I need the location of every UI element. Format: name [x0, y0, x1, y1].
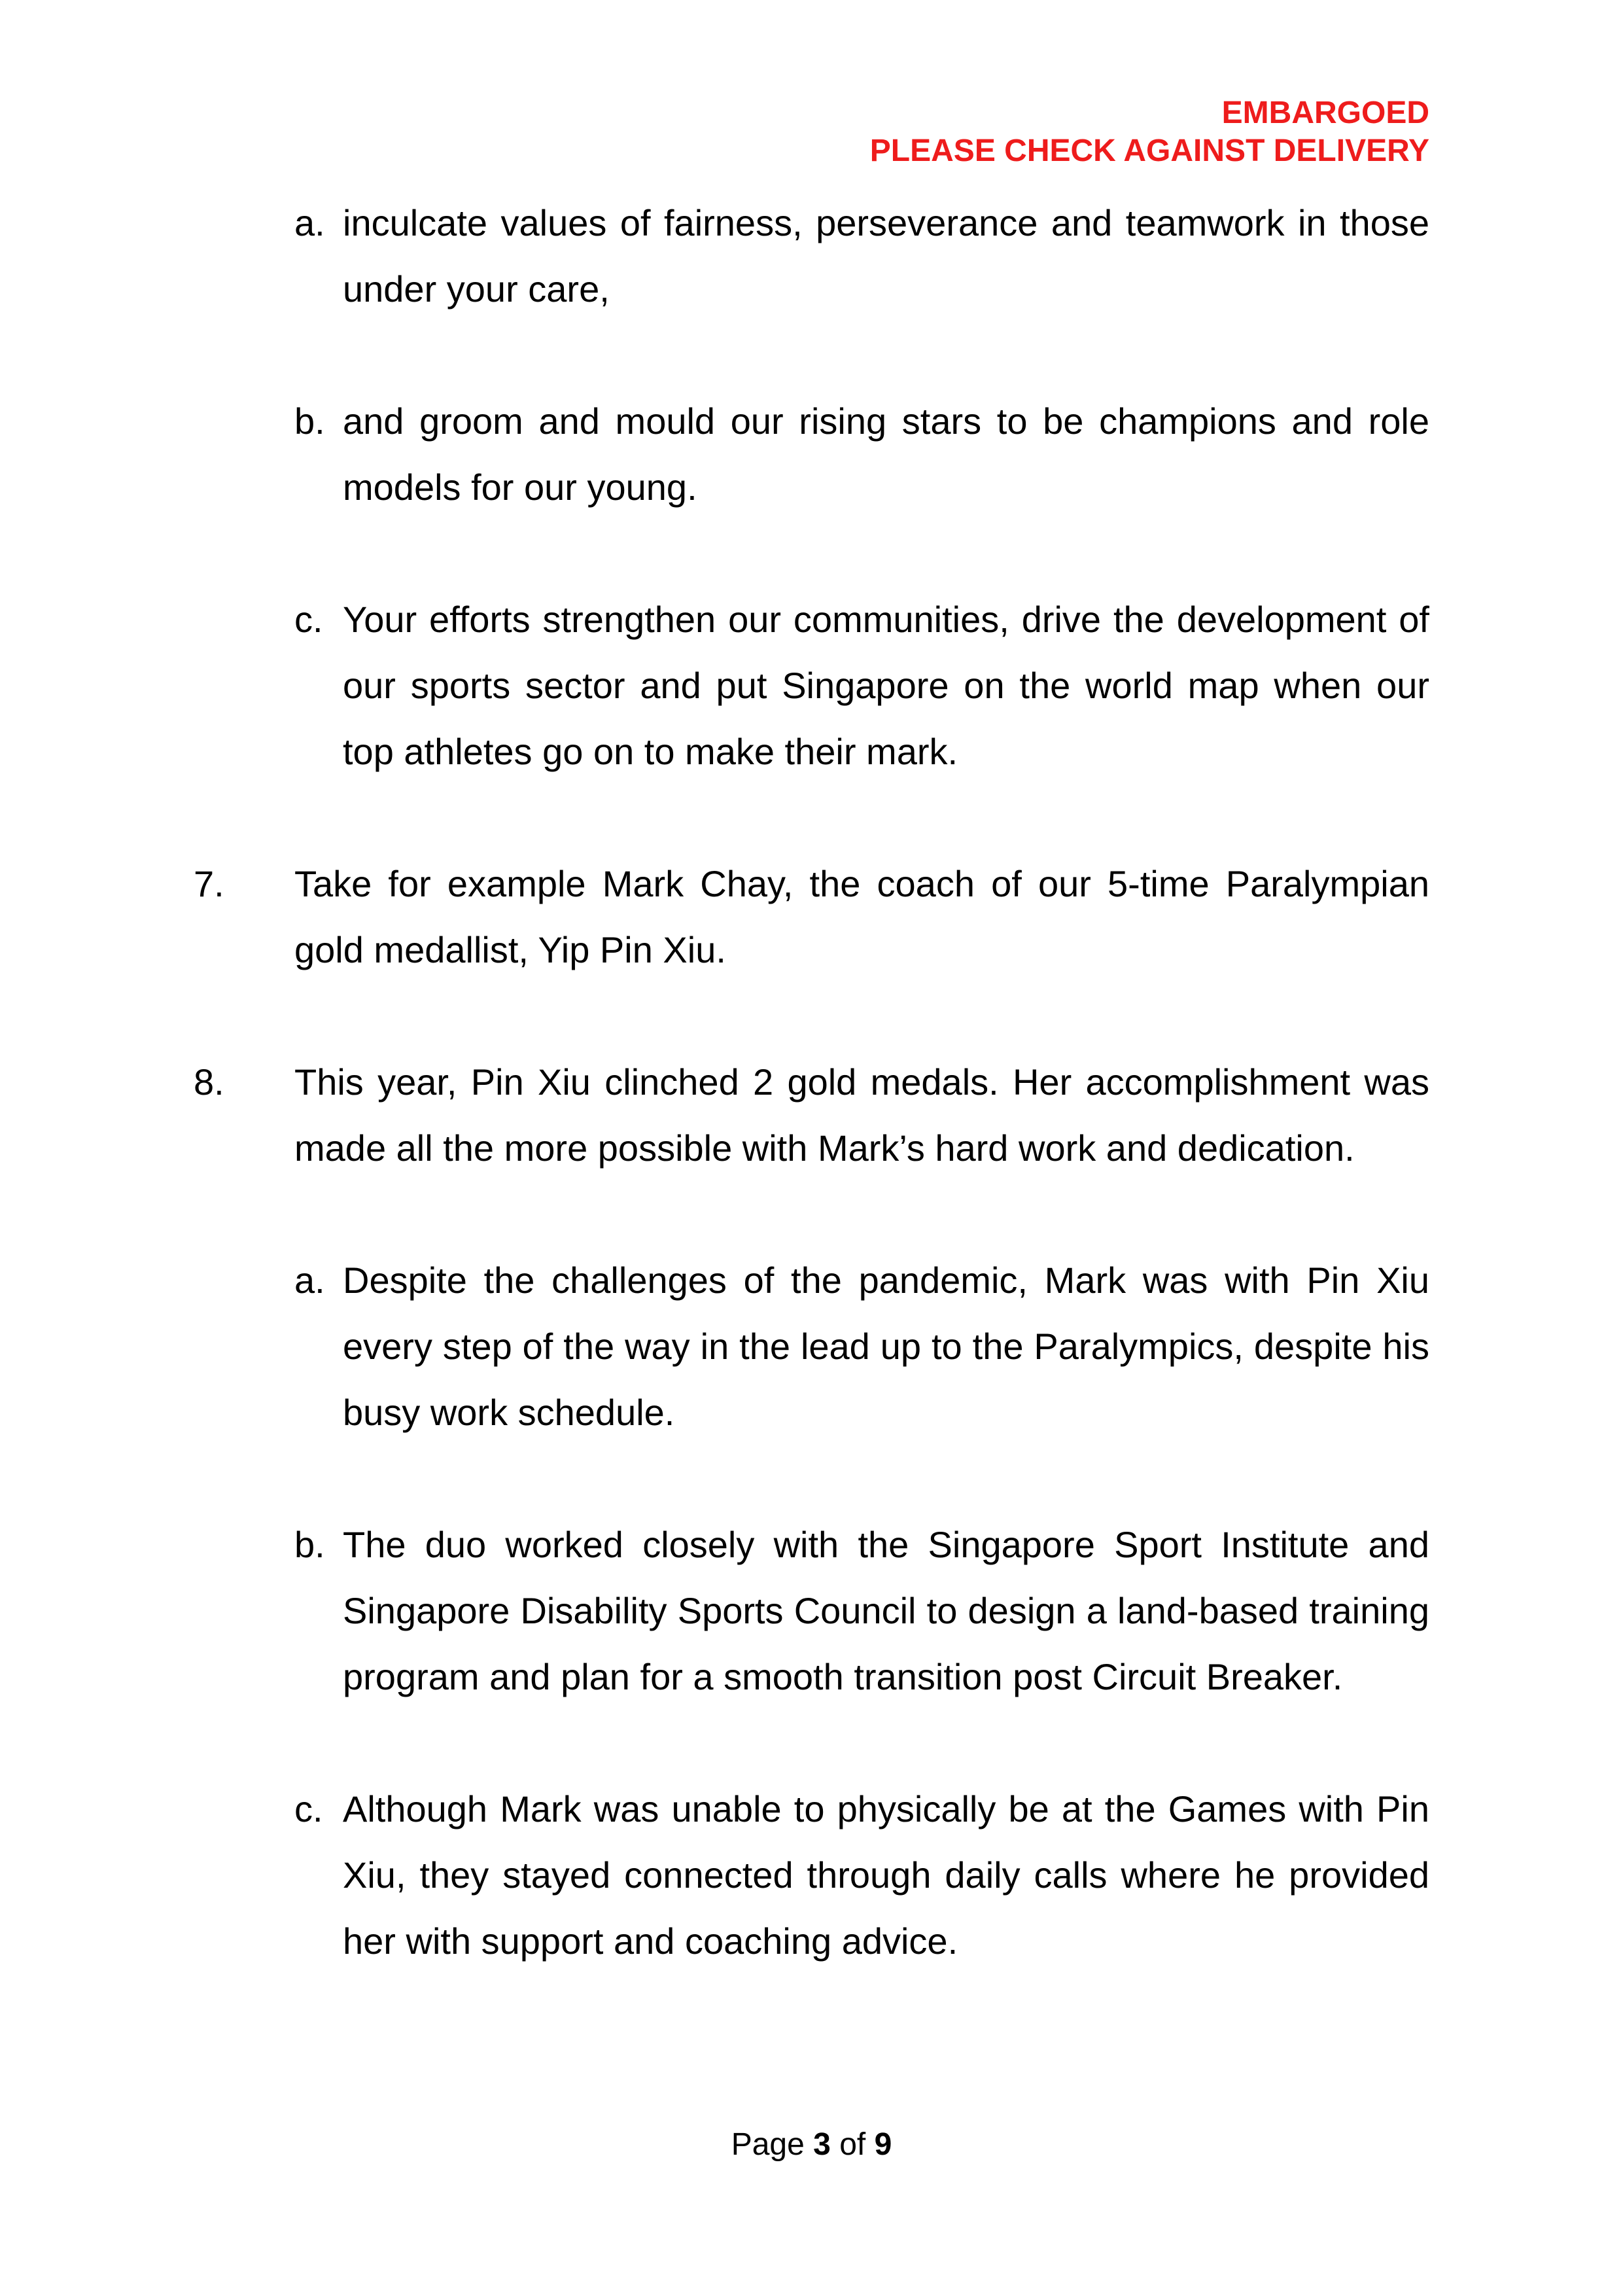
paragraph-text: Take for example Mark Chay, the coach of our 5-time Paralympian gold medallist, Yip Pin Xiu. — [294, 863, 1429, 970]
document-body — [194, 190, 1429, 1974]
page-word: Page — [731, 2127, 805, 2162]
sub-item-8c — [294, 1776, 1429, 1974]
paragraph-7 — [194, 851, 1429, 983]
sub-item-letter: b. — [294, 400, 325, 442]
sub-item-text: Although Mark was unable to physically be at the Games with Pin Xiu, they stayed connected through daily calls where he provided her with support and coaching advice. — [343, 1788, 1429, 1962]
sub-item-6b — [294, 388, 1429, 520]
sub-item-text: inculcate values of fairness, perseverance and teamwork in those under your care, — [343, 202, 1429, 309]
current-page-number: 3 — [813, 2127, 831, 2162]
delivery-notice: PLEASE CHECK AGAINST DELIVERY — [869, 133, 1429, 168]
sub-item-6c — [294, 586, 1429, 785]
sub-item-letter: c. — [294, 599, 323, 640]
paragraph-text: This year, Pin Xiu clinched 2 gold medals. Her accomplishment was made all the more possible with Mark’s hard work and dedication. — [294, 1061, 1429, 1169]
sub-item-text: The duo worked closely with the Singapore Sport Institute and Singapore Disability Sports Council to design a land-based training program and plan for a smooth transition post Circuit Breaker. — [343, 1524, 1429, 1697]
sub-item-letter: a. — [294, 1260, 325, 1301]
total-pages-number: 9 — [874, 2127, 892, 2162]
sub-item-8a — [294, 1247, 1429, 1445]
sub-item-letter: c. — [294, 1788, 323, 1829]
of-word: of — [839, 2127, 866, 2162]
embargo-label: EMBARGOED — [1221, 96, 1429, 130]
embargo-header — [870, 94, 1429, 170]
paragraph-8 — [194, 1049, 1429, 1181]
paragraph-number: 8. — [194, 1061, 224, 1103]
sub-item-text: Despite the challenges of the pandemic, Mark was with Pin Xiu every step of the way in the lead up to the Paralympics, despite his busy work schedule. — [343, 1260, 1429, 1433]
sub-item-letter: b. — [294, 1524, 325, 1565]
sub-item-text: and groom and mould our rising stars to be champions and role models for our young. — [343, 400, 1429, 508]
sub-item-8b — [294, 1511, 1429, 1710]
sub-item-6a — [294, 190, 1429, 322]
sub-item-letter: a. — [294, 202, 325, 243]
page-footer — [0, 2125, 1623, 2164]
sub-item-text: Your efforts strengthen our communities, drive the development of our sports sector and put Singapore on the world map when our top athletes go on to make their mark. — [343, 599, 1429, 772]
paragraph-number: 7. — [194, 863, 224, 904]
